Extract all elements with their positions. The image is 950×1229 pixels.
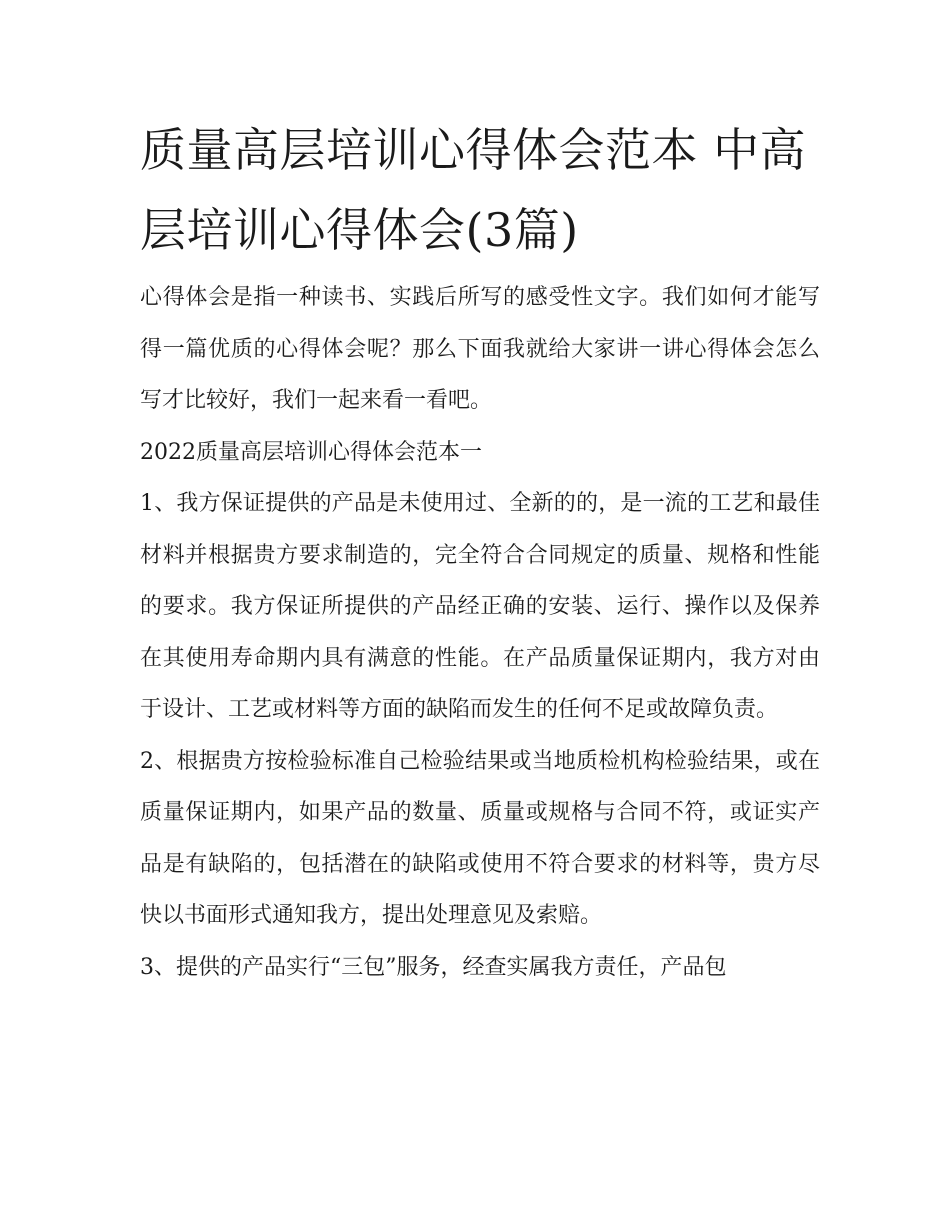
paragraph-item-3: 3、提供的产品实行“三包”服务，经查实属我方责任，产品包 — [140, 954, 727, 980]
intro-paragraph: 心得体会是指一种读书、实践后所写的感受性文字。我们如何才能写得一篇优质的心得体会呢？那么下面我就给大家讲一讲心得体会怎么写才比较好，我们一起来看一看吧。 — [140, 285, 820, 413]
document-title: 质量高层培训心得体会范本 中高层培训心得体会(3篇) — [140, 123, 807, 257]
section-heading: 2022质量高层培训心得体会范本一 — [140, 439, 482, 465]
document-page — [140, 110, 820, 993]
paragraph-item-2: 2、根据贵方按检验标准自己检验结果或当地质检机构检验结果，或在质量保证期内，如果产品的数量、质量或规格与合同不符，或证实产品是有缺陷的，包括潜在的缺陷或使用不符合要求的材料等，贵方尽快以书面形式通知我方，提出处理意见及索赔。 — [140, 748, 820, 928]
paragraph-item-1: 1、我方保证提供的产品是未使用过、全新的的，是一流的工艺和最佳材料并根据贵方要求制造的，完全符合合同规定的质量、规格和性能的要求。我方保证所提供的产品经正确的安装、运行、操作以及保养在其使用寿命期内具有满意的性能。在产品质量保证期内，我方对由于设计、工艺或材料等方面的缺陷而发生的任何不足或故障负责。 — [140, 491, 820, 722]
